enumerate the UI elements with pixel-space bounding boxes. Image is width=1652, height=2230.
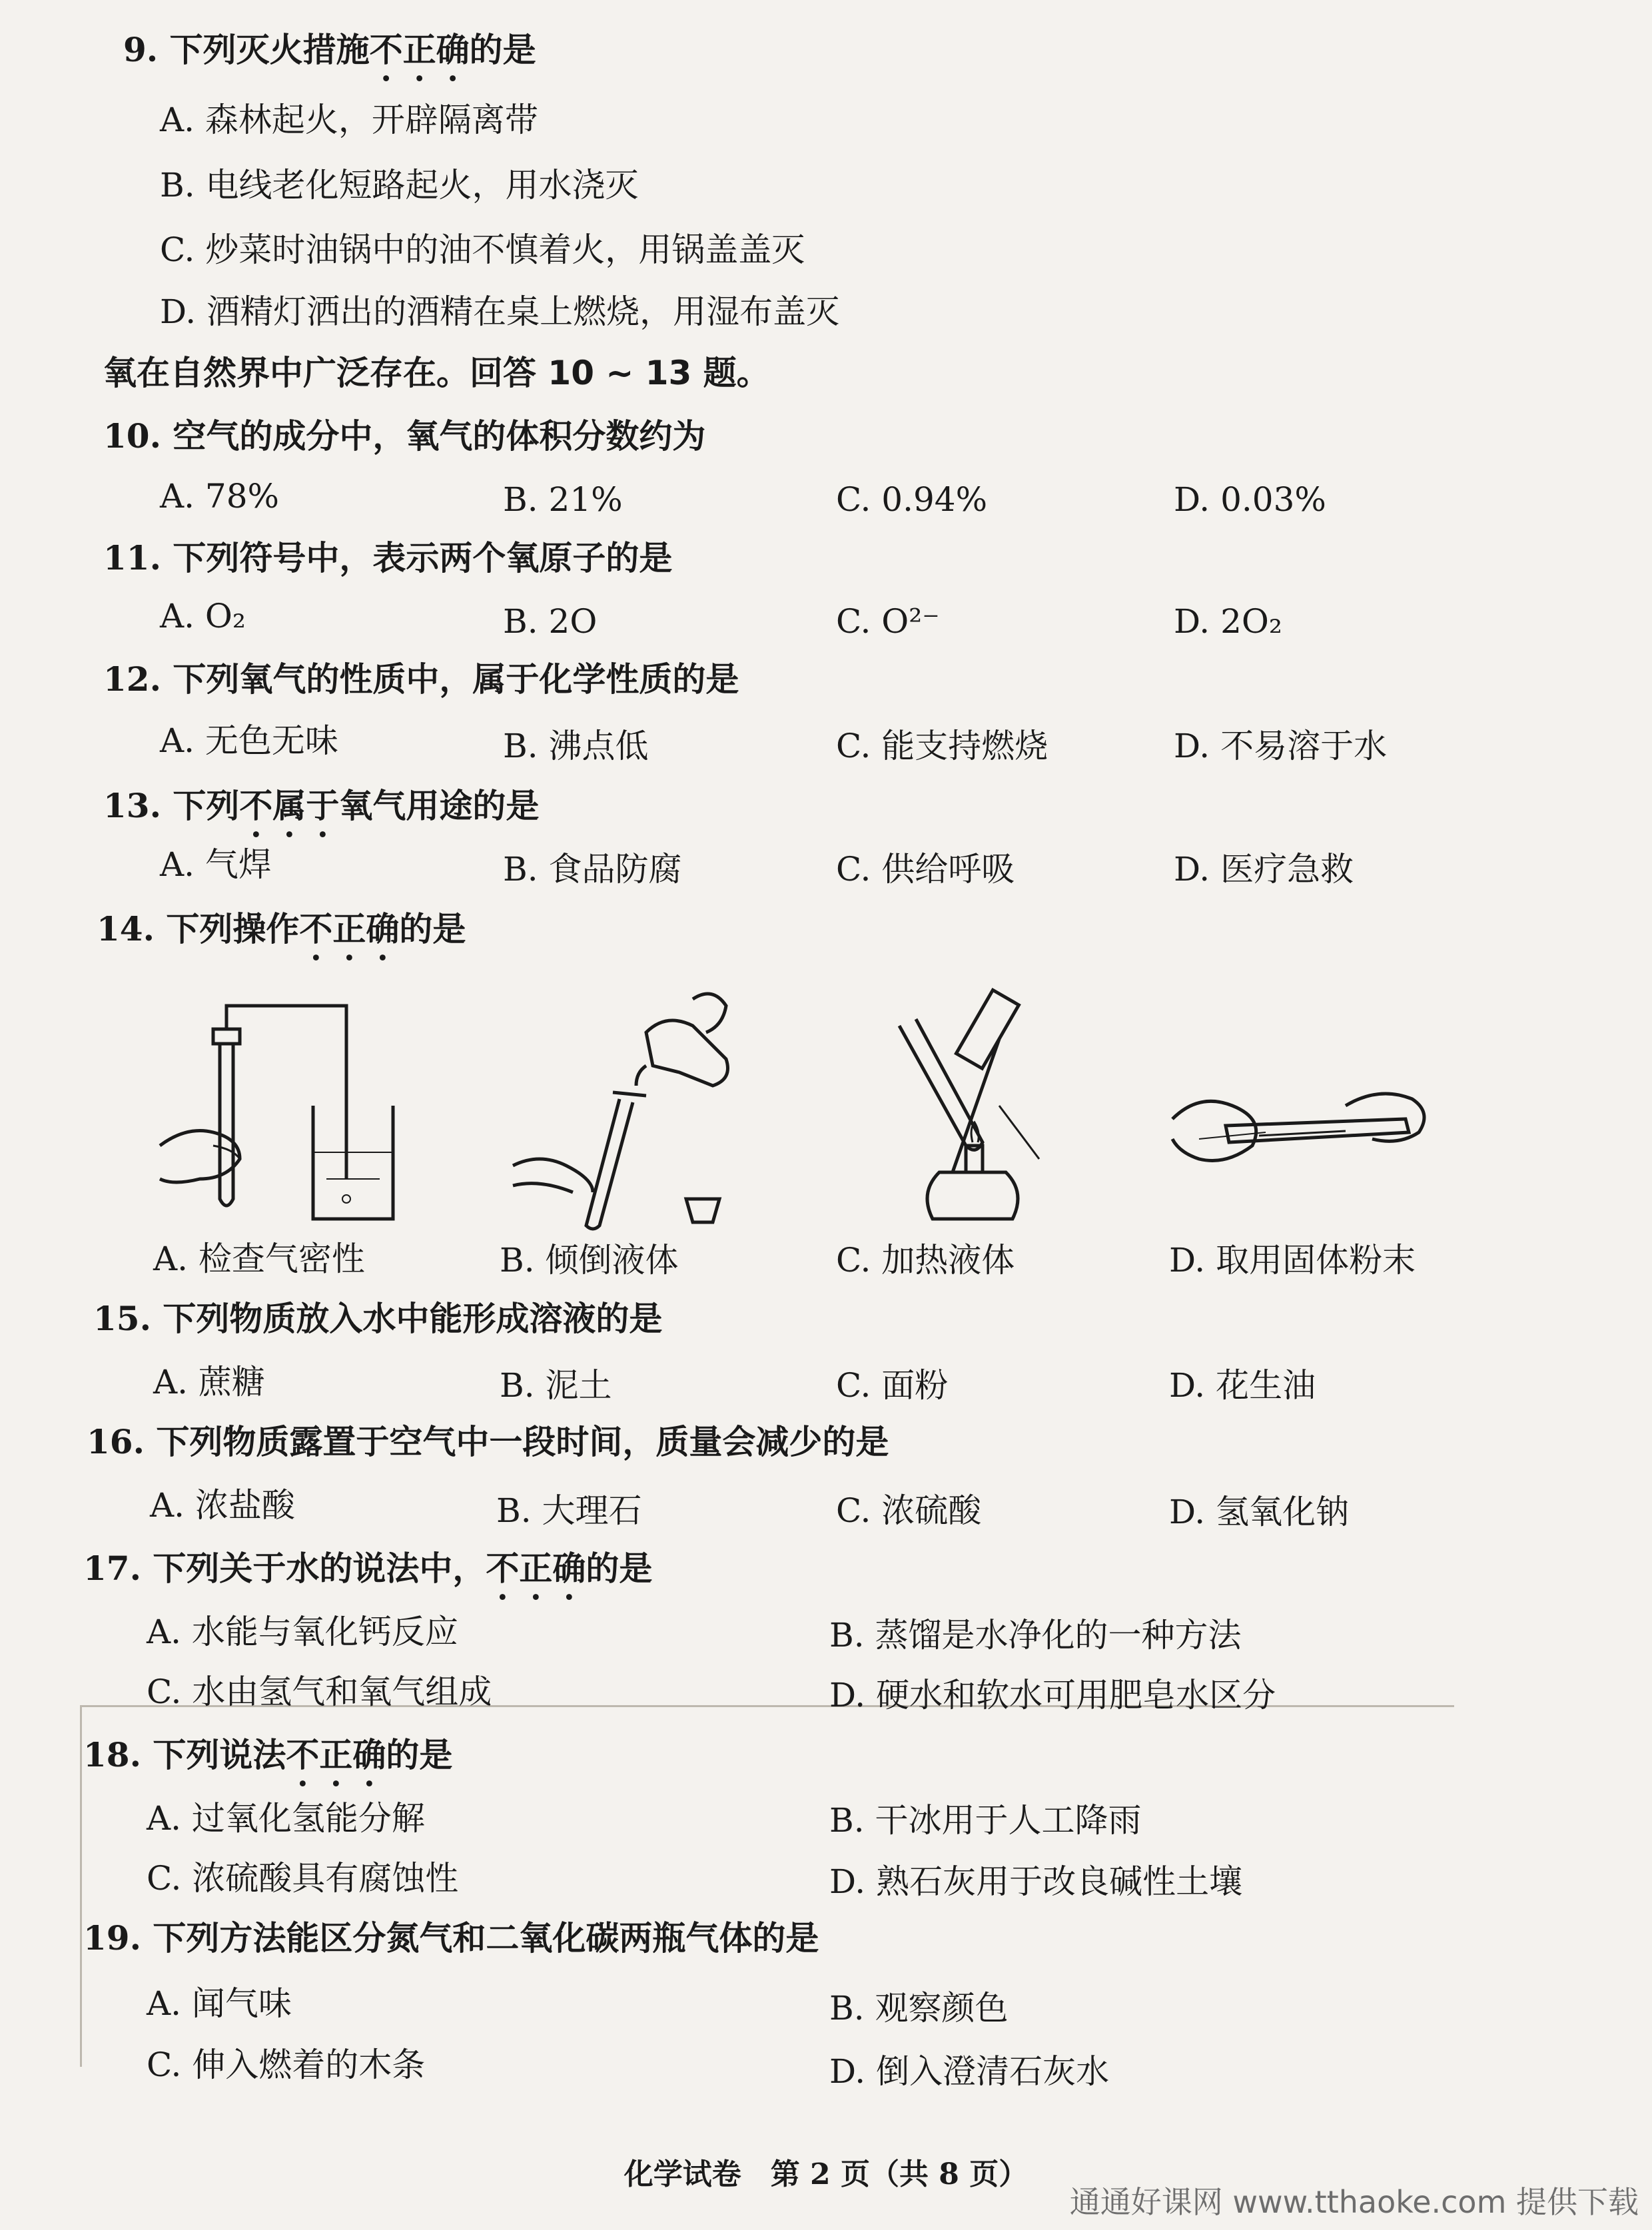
q14-option-d: D. 取用固体粉末 [1169,1241,1416,1280]
question-16-stem: 16. 下列物质露置于空气中一段时间，质量会减少的是 [87,1422,889,1461]
q18-option-c: C. 浓硫酸具有腐蚀性 [147,1859,459,1898]
question-14-stem: 14. 下列操作不正确的是 [97,909,466,948]
q13-option-d: D. 医疗急救 [1174,850,1354,889]
q16-option-c: C. 浓硫酸 [836,1491,982,1530]
q12-option-d: D. 不易溶于水 [1174,727,1388,765]
page-footer: 化学试卷 第 2 页（共 8 页） [623,2157,1029,2191]
figure-pour-liquid [493,986,759,1232]
q14-option-a: A. 检查气密性 [153,1240,365,1278]
q19-option-b: B. 观察颜色 [829,1989,1009,2028]
question-18-stem: 18. 下列说法不正确的是 [83,1735,453,1774]
figure-check-airtightness [147,979,426,1232]
q9-option-d: D. 酒精灯洒出的酒精在桌上燃烧，用湿布盖灭 [160,292,840,331]
q15-option-a: A. 蔗糖 [153,1363,265,1401]
q18-option-b: B. 干冰用于人工降雨 [829,1801,1142,1840]
q13-option-a: A. 气焊 [160,845,272,884]
q19-option-c: C. 伸入燃着的木条 [147,2045,426,2084]
q19-option-d: D. 倒入澄清石灰水 [829,2052,1110,2091]
q12-option-a: A. 无色无味 [160,721,338,760]
q10-option-c: C. 0.94% [836,480,988,519]
q17-option-a: A. 水能与氧化钙反应 [147,1613,458,1651]
q16-option-b: B. 大理石 [496,1491,642,1530]
q15-option-b: B. 泥土 [500,1366,612,1405]
q17-option-c: C. 水由氢气和氧气组成 [147,1673,492,1711]
q11-option-c: C. O²⁻ [836,602,940,641]
question-10-stem: 10. 空气的成分中，氧气的体积分数约为 [103,416,706,456]
question-15-stem: 15. 下列物质放入水中能形成溶液的是 [93,1299,663,1338]
q18-option-d: D. 熟石灰用于改良碱性土壤 [829,1862,1243,1901]
question-13-stem: 13. 下列不属于氧气用途的是 [103,786,540,825]
q11-option-b: B. 2O [503,602,598,641]
q10-option-b: B. 21% [503,480,623,519]
q16-option-a: A. 浓盐酸 [150,1486,295,1525]
q12-option-c: C. 能支持燃烧 [836,727,1048,765]
section-intro: 氧在自然界中广泛存在。回答 10 ~ 13 题。 [103,354,770,392]
figure-take-powder [1159,1079,1439,1212]
question-11-stem: 11. 下列符号中，表示两个氧原子的是 [103,538,673,577]
q11-option-a: A. O₂ [160,597,246,635]
q16-option-d: D. 氢氧化钠 [1169,1493,1350,1531]
watermark-text: 通通好课网 www.tthaoke.com 提供下载 [1069,2184,1639,2220]
q13-option-b: B. 食品防腐 [503,850,682,889]
q10-option-a: A. 78% [160,477,280,516]
q9-option-b: B. 电线老化短路起火，用水浇灭 [160,166,639,204]
q10-option-d: D. 0.03% [1174,480,1326,519]
question-9-stem: 9. 下列灭火措施不正确的是 [123,30,536,69]
q12-option-b: B. 沸点低 [503,727,649,765]
q17-option-b: B. 蒸馏是水净化的一种方法 [829,1616,1242,1655]
q9-option-c: C. 炒菜时油锅中的油不慎着火，用锅盖盖灭 [160,230,805,269]
q18-option-a: A. 过氧化氢能分解 [147,1799,425,1838]
q19-option-a: A. 闻气味 [147,1984,292,2023]
q11-option-d: D. 2O₂ [1174,602,1282,641]
figure-heat-liquid [839,972,1119,1239]
q17-option-d: D. 硬水和软水可用肥皂水区分 [829,1676,1276,1714]
question-19-stem: 19. 下列方法能区分氮气和二氧化碳两瓶气体的是 [83,1918,819,1958]
q15-option-d: D. 花生油 [1169,1366,1316,1405]
q13-option-c: C. 供给呼吸 [836,850,1015,889]
q14-option-b: B. 倾倒液体 [500,1241,679,1280]
question-17-stem: 17. 下列关于水的说法中，不正确的是 [83,1549,653,1588]
q15-option-c: C. 面粉 [836,1366,949,1405]
q14-option-c: C. 加热液体 [836,1241,1015,1280]
q9-option-a: A. 森林起火，开辟隔离带 [160,101,538,139]
question-12-stem: 12. 下列氧气的性质中，属于化学性质的是 [103,659,739,699]
